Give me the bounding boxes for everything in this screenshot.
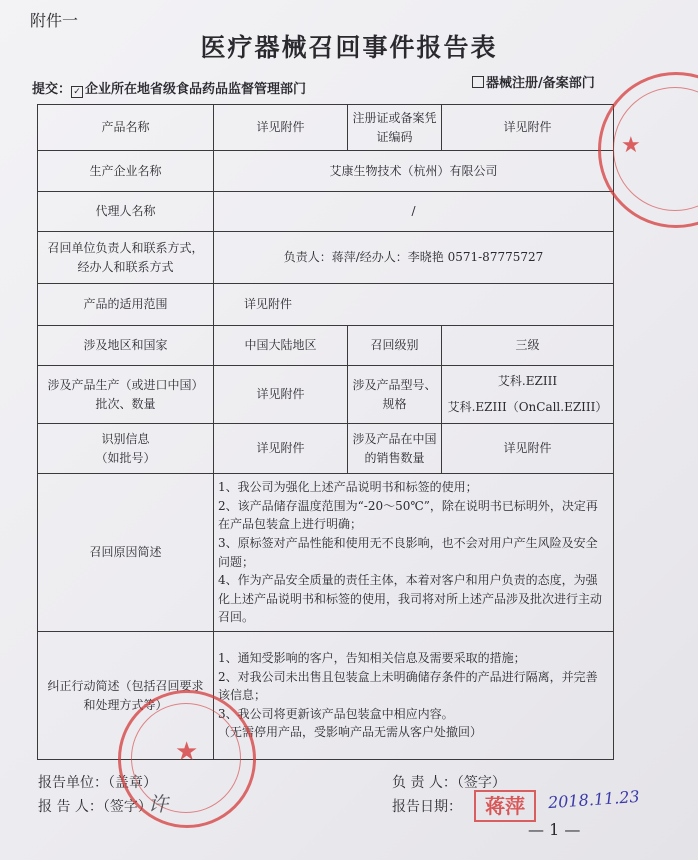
contact-label: 召回单位负责人和联系方式，经办人和联系方式 xyxy=(38,232,214,284)
attachment-label: 附件一 xyxy=(30,11,79,30)
table-row xyxy=(38,366,614,424)
reason-content xyxy=(214,474,614,632)
recall-level-value: 三级 xyxy=(442,326,614,366)
id-info-value: 详见附件 xyxy=(214,424,348,474)
sales-label: 涉及产品在中国的销售数量 xyxy=(348,424,442,474)
agent-value: / xyxy=(214,192,614,232)
contact-value: 负责人：蒋萍/经办人：李晓艳 0571-87775727 xyxy=(214,232,614,284)
check-mark-icon: ✓ xyxy=(73,87,81,97)
scope-label: 产品的适用范围 xyxy=(38,284,214,326)
reporter-signature: 许 xyxy=(148,792,168,816)
sales-value: 详见附件 xyxy=(442,424,614,474)
table-row xyxy=(38,151,614,192)
reporter-line: 报 告 人：（签字） xyxy=(38,799,152,815)
report-date-line: 报告日期： xyxy=(392,799,462,815)
reason-item: 1、我公司为强化上述产品说明书和标签的使用； xyxy=(218,480,478,495)
scope-value: 详见附件 xyxy=(214,284,614,326)
table-row xyxy=(38,326,614,366)
reason-label: 召回原因简述 xyxy=(38,474,214,632)
reason-item: 4、作为产品安全质量的责任主体，本着对客户和用户负责的态度，为强化上述产品说明书和标签的使用，我司将对所上述产品涉及批次进行主动召回。 xyxy=(218,573,603,625)
seal-star-icon: ★ xyxy=(175,737,199,767)
submit-option-registration: 器械注册/备案部门 xyxy=(486,76,595,91)
checkbox-registration[interactable] xyxy=(472,76,484,88)
action-item: 3、我公司将更新该产品包装盒中相应内容。 xyxy=(218,706,454,721)
batch-label: 涉及产品生产（或进口中国）批次、数量 xyxy=(38,366,214,424)
submit-option-provincial: 企业所在地省级食品药品监督管理部门 xyxy=(85,82,307,97)
table-row xyxy=(38,474,614,632)
model-value-2: 艾科.EZIII（OnCall.EZIII） xyxy=(447,399,608,414)
table-row xyxy=(38,284,614,326)
action-item: 2、对我公司未出售且包装盒上未明确储存条件的产品进行隔离，并完善该信息； xyxy=(218,669,598,703)
document-title: 医疗器械召回事件报告表 xyxy=(200,33,498,62)
seal-star-icon: ★ xyxy=(621,133,641,158)
recall-report-table xyxy=(37,104,614,760)
table-row xyxy=(38,192,614,232)
action-content xyxy=(214,632,614,760)
reason-item: 2、该产品储存温度范围为“-20～50℃”，除在说明书已标明外，决定再在产品包装盒上进行明确； xyxy=(218,498,598,532)
model-label: 涉及产品型号、规格 xyxy=(348,366,442,424)
reg-cert-label: 注册证或备案凭证编码 xyxy=(348,105,442,151)
manufacturer-value: 艾康生物技术（杭州）有限公司 xyxy=(214,151,614,192)
responsible-signature-stamp: 蒋萍 xyxy=(474,790,536,822)
region-value: 中国大陆地区 xyxy=(214,326,348,366)
submit-label: 提交： xyxy=(32,82,72,97)
id-info-label-2: （如批号） xyxy=(95,450,156,465)
handwritten-date: 2018.11.23 xyxy=(547,786,641,813)
region-label: 涉及地区和国家 xyxy=(38,326,214,366)
model-value-1: 艾科.EZIII xyxy=(497,374,558,389)
action-label: 纠正行动简述（包括召回要求和处理方式等） xyxy=(38,632,214,760)
action-item: 1、通知受影响的客户，告知相关信息及需要采取的措施； xyxy=(218,651,526,666)
batch-value: 详见附件 xyxy=(214,366,348,424)
id-info-label-1: 识别信息 xyxy=(101,431,150,446)
page-number: — 1 — xyxy=(528,820,581,839)
recall-level-label: 召回级别 xyxy=(348,326,442,366)
submit-option-registration-row xyxy=(472,72,595,91)
action-item: （无需停用产品，受影响产品无需从客户处撤回） xyxy=(218,725,483,740)
id-info-label xyxy=(38,424,214,474)
table-row xyxy=(38,424,614,474)
manufacturer-label: 生产企业名称 xyxy=(38,151,214,192)
company-seal-bottom xyxy=(118,690,256,828)
model-value xyxy=(442,366,614,424)
reg-cert-value: 详见附件 xyxy=(442,105,614,151)
product-name-value: 详见附件 xyxy=(214,105,348,151)
responsible-line: 负 责 人：（签字） xyxy=(392,775,506,791)
checkbox-provincial[interactable] xyxy=(71,86,83,98)
table-row xyxy=(38,105,614,151)
product-name-label: 产品名称 xyxy=(38,105,214,151)
report-unit-line: 报告单位：（盖章） xyxy=(38,775,157,791)
reason-item: 3、原标签对产品性能和使用无不良影响，也不会对用户产生风险及安全问题； xyxy=(218,535,598,569)
table-row xyxy=(38,232,614,284)
submit-to-row xyxy=(32,78,306,98)
agent-label: 代理人名称 xyxy=(38,192,214,232)
